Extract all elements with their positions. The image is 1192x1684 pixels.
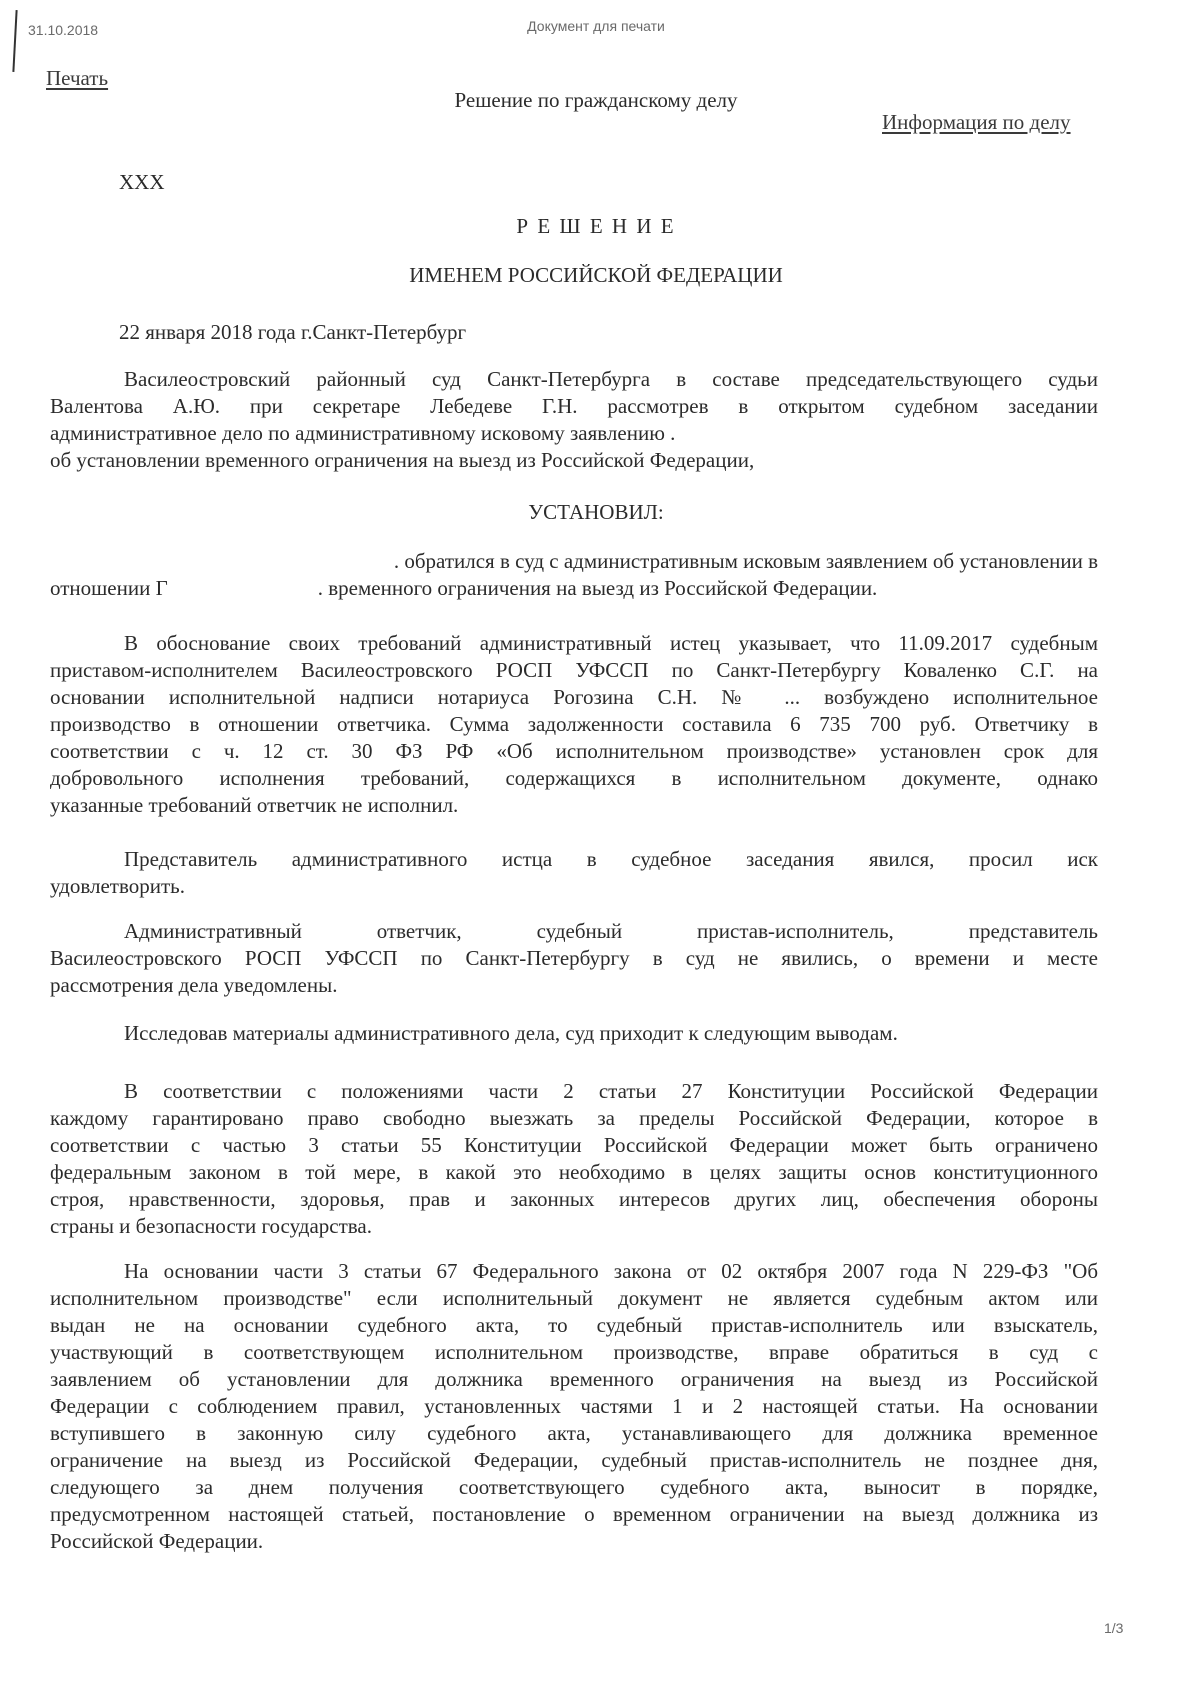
grounds-line-3: основании исполнительной надписи нотариуса Рогозина С.Н. № ... возбуждено исполнительное — [50, 685, 1098, 709]
law-line-5: заявлением об установлении для должника временного ограничения на выезд из Российской — [50, 1367, 1098, 1391]
intro-line-3: административное дело по административному исковому заявлению . — [50, 421, 676, 445]
paragraph-findings — [50, 1020, 1098, 1047]
paragraph-claim — [50, 548, 1098, 602]
date-place: 22 января 2018 года г.Санкт-Петербург — [119, 320, 467, 344]
case-info-link[interactable]: Информация по делу — [882, 110, 1071, 134]
constitution-line-6: страны и безопасности государства. — [50, 1214, 372, 1238]
grounds-line-5: соответствии с ч. 12 ст. 30 ФЗ РФ «Об исполнительном производстве» установлен срок для — [50, 739, 1098, 763]
page-title: Решение по гражданскому делу — [454, 88, 738, 112]
law-line-9: следующего за днем получения соответствующего судебного акта, выносит в порядке, — [50, 1475, 1098, 1499]
law-line-2: исполнительном производстве" если исполнительный документ не является судебным актом или — [50, 1286, 1098, 1310]
law-line-1: На основании части 3 статьи 67 Федерального закона от 02 октября 2007 года N 229-ФЗ "Об — [124, 1259, 1098, 1283]
law-line-11: Российской Федерации. — [50, 1529, 264, 1553]
print-header-title: Документ для печати — [527, 18, 665, 34]
respondent-line-2: Василеостровского РОСП УФССП по Санкт-Петербургу в суд не явились, о времени и месте — [50, 946, 1098, 970]
paragraph-respondent — [50, 918, 1098, 999]
claim-line-1: . обратился в суд с административным исковым заявлением об установлении в — [393, 549, 1098, 573]
intro-line-4: об установлении временного ограничения на выезд из Российской Федерации, — [50, 448, 755, 472]
representative-line-1: Представитель административного истца в судебное заседания явился, просил иск — [124, 847, 1098, 871]
findings-line-1: Исследовав материалы административного дела, суд приходит к следующим выводам. — [124, 1021, 898, 1045]
print-link[interactable]: Печать — [46, 66, 109, 90]
claim-line-2: отношении Г . временного ограничения на выезд из Российской Федерации. — [50, 576, 878, 600]
established-heading: УСТАНОВИЛ: — [528, 500, 664, 524]
grounds-line-4: производство в отношении ответчика. Сумма задолженности составила 6 735 700 руб. Ответчику в — [50, 712, 1098, 736]
respondent-line-1: Административный ответчик, судебный пристав-исполнитель, представитель — [124, 919, 1098, 943]
law-line-8: ограничение на выезд из Российской Федерации, судебный пристав-исполнитель не позднее дня, — [50, 1448, 1098, 1472]
respondent-line-3: рассмотрения дела уведомлены. — [50, 973, 338, 997]
placeholder-text: ХХХ — [119, 170, 165, 194]
grounds-line-1: В обоснование своих требований административный истец указывает, что 11.09.2017 судебным — [124, 631, 1098, 655]
decision-subheading: ИМЕНЕМ РОССИЙСКОЙ ФЕДЕРАЦИИ — [409, 263, 783, 287]
constitution-line-1: В соответствии с положениями части 2 статьи 27 Конституции Российской Федерации — [124, 1079, 1098, 1103]
constitution-line-3: соответствии с частью 3 статьи 55 Конституции Российской Федерации может быть ограничено — [50, 1133, 1098, 1157]
paragraph-representative — [50, 846, 1098, 900]
law-line-6: Федерации с соблюдением правил, установленных частями 1 и 2 настоящей статьи. На основании — [50, 1394, 1098, 1418]
constitution-line-4: федеральным законом в той мере, в какой это необходимо в целях защиты основ конституционного — [50, 1160, 1098, 1184]
grounds-line-7: указанные требований ответчик не исполнил. — [50, 793, 459, 817]
intro-paragraph — [50, 366, 1098, 474]
paragraph-grounds — [50, 630, 1098, 819]
law-line-10: предусмотренном настоящей статьей, постановление о временном ограничении на выезд должника из — [50, 1502, 1098, 1526]
decision-heading: Р Е Ш Е Н И Е — [516, 214, 676, 238]
intro-line-2: Валентова А.Ю. при секретаре Лебедеве Г.Н. рассмотрев в открытом судебном заседании — [50, 394, 1098, 418]
constitution-line-2: каждому гарантировано право свободно выезжать за пределы Российской Федерации, которое в — [50, 1106, 1098, 1130]
print-date: 31.10.2018 — [28, 22, 99, 38]
paragraph-law — [50, 1258, 1098, 1555]
law-line-3: выдан не на основании судебного акта, то судебный пристав-исполнитель или взыскатель, — [50, 1313, 1098, 1337]
representative-line-2: удовлетворить. — [50, 874, 185, 898]
grounds-line-6: добровольного исполнения требований, содержащихся в исполнительном документе, однако — [50, 766, 1098, 790]
page-counter: 1/3 — [1104, 1620, 1124, 1636]
law-line-7: вступившего в законную силу судебного акта, устанавливающего для должника временное — [50, 1421, 1098, 1445]
law-line-4: участвующий в соответствующем исполнительном производстве, вправе обратиться в суд с — [50, 1340, 1098, 1364]
paragraph-constitution — [50, 1078, 1098, 1240]
grounds-line-2: приставом-исполнителем Василеостровского РОСП УФССП по Санкт-Петербургу Коваленко С.Г. на — [50, 658, 1098, 682]
intro-line-1: Василеостровский районный суд Санкт-Петербурга в составе председательствующего судьи — [124, 367, 1098, 391]
constitution-line-5: строя, нравственности, здоровья, прав и законных интересов других лиц, обеспечения обороны — [50, 1187, 1098, 1211]
